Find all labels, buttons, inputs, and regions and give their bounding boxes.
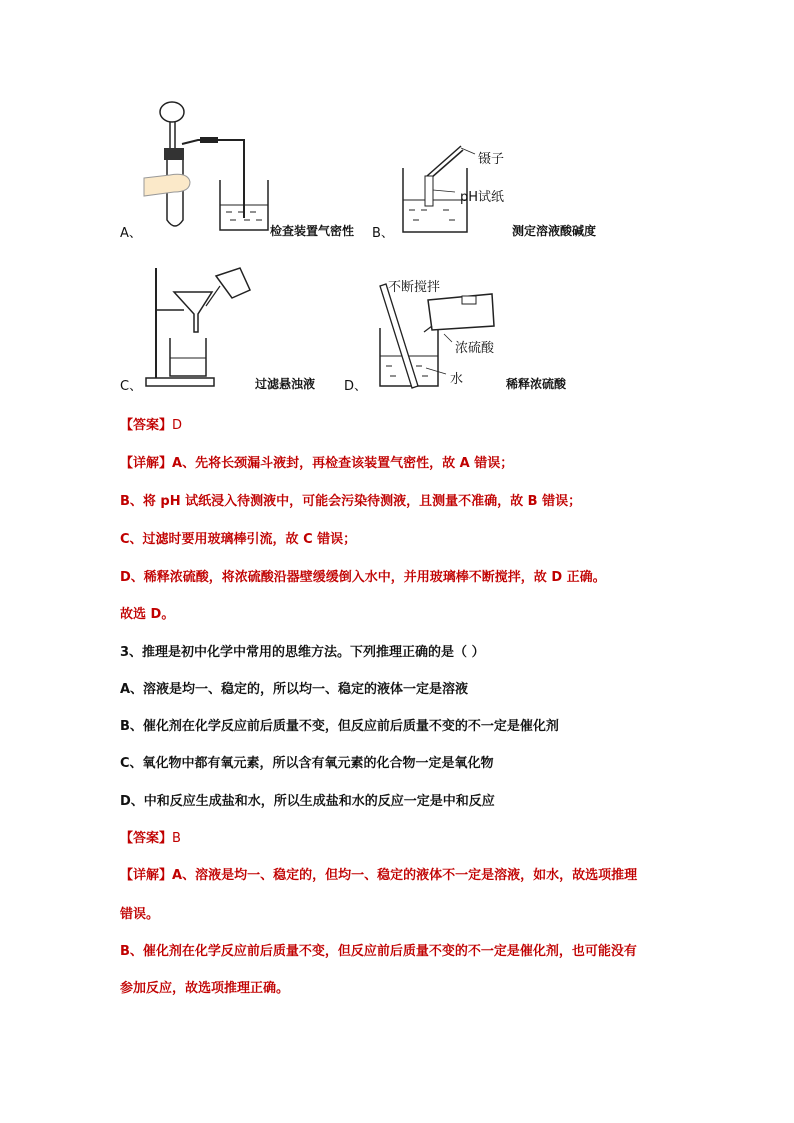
q3-detail-line-a2: 错误。 [120,907,160,922]
q3-stem: 3、推理是初中化学中常用的思维方法。下列推理正确的是（ ） [120,645,485,660]
option-d-caption: 稀释浓硫酸 [506,377,567,391]
q2-conclusion: 故选 D。 [120,607,175,622]
option-c-caption: 过滤悬浊液 [255,377,316,391]
q3-option-a: A、溶液是均一、稳定的，所以均一、稳定的液体一定是溶液 [120,682,469,697]
ph-paper-label: pH试纸 [460,190,505,205]
water-label: 水 [450,372,464,387]
conc-acid-label: 浓硫酸 [455,341,495,356]
option-b-letter: B、 [372,226,394,241]
filtration-illustration [140,262,270,392]
q3-answer-value: B [172,831,181,846]
option-b-caption: 测定溶液酸碱度 [512,224,597,238]
q2-answer-value: D [172,418,183,433]
q3-detail-line-b2: 参加反应，故选项推理正确。 [120,981,290,996]
option-a-caption: 检查装置气密性 [270,224,355,238]
q2-answer [120,414,182,433]
q3-detail-tag: 【详解】 [120,868,173,883]
q2-detail-line-b: B、将 pH 试纸浸入待测液中，可能会污染待测液，且测量不准确，故 B 错误； [120,494,582,509]
figure-a [140,100,310,240]
q2-detail-line-a [120,452,513,471]
q3-answer [120,827,181,846]
q3-detail-line-b1: B、催化剂在化学反应前后质量不变，但反应前后质量不变的不一定是催化剂，也可能没有 [120,944,637,959]
tweezers-label: 镊子 [478,152,505,167]
q2-detail-a: A、先将长颈漏斗液封，再检查该装置气密性，故 A 错误； [172,456,514,471]
q2-detail-line-d: D、稀释浓硫酸，将浓硫酸沿器壁缓缓倒入水中，并用玻璃棒不断搅拌，故 D 正确。 [120,570,606,585]
option-c-letter: C、 [120,379,143,394]
option-a-letter: A、 [120,226,142,241]
q2-detail-tag: 【详解】 [120,456,173,471]
q2-answer-tag: 【答案】 [120,418,173,433]
q3-answer-tag: 【答案】 [120,831,173,846]
q3-detail-a1: A、溶液是均一、稳定的，但均一、稳定的液体不一定是溶液，如水，故选项推理 [172,868,638,883]
q2-detail-line-c: C、过滤时要用玻璃棒引流，故 C 错误； [120,532,357,547]
option-d-letter: D、 [344,379,368,394]
q3-option-d: D、中和反应生成盐和水，所以生成盐和水的反应一定是中和反应 [120,794,495,809]
figure-c [140,262,270,392]
stir-label: 不断搅拌 [388,280,441,295]
q3-detail-line-a1 [120,864,637,883]
airtightness-apparatus-illustration [140,100,310,240]
q3-option-c: C、氧化物中都有氧元素，所以含有氧元素的化合物一定是氧化物 [120,756,494,771]
q3-option-b: B、催化剂在化学反应前后质量不变，但反应前后质量不变的不一定是催化剂 [120,719,559,734]
